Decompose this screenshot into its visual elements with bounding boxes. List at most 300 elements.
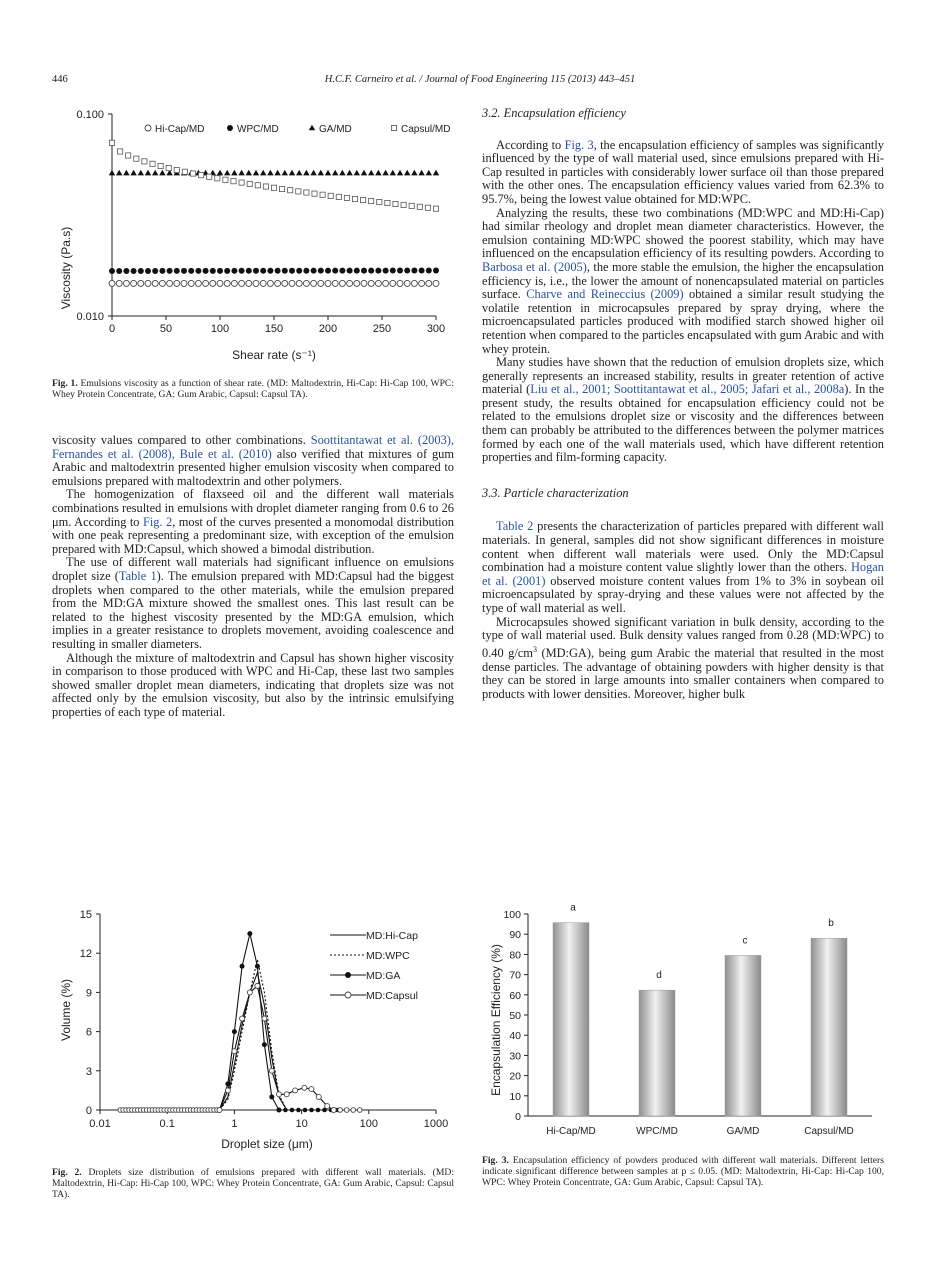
fig1-data-point-wpc-md [368,268,374,274]
fig1-data-point-ga-md [433,170,439,176]
fig3-caption [482,1155,884,1189]
citation-link[interactable]: Soottitantawat et al. (2003), Fernandes et al. (2008), Bule et al. (2010) [52,433,454,461]
fig1-data-point-ga-md [303,170,309,176]
fig1-data-point-wpc-md [339,268,345,274]
fig1-data-point-capsul-md [361,197,366,202]
fig1-data-point-hi-cap-md [397,280,403,286]
fig2-data-point [357,1108,362,1113]
section-heading-3-3: 3.3. Particle characterization [482,485,629,500]
fig1-data-point-wpc-md [419,268,425,274]
left-paragraph-2 [52,488,454,556]
fig1-data-point-wpc-md [239,268,245,274]
fig1-data-point-wpc-md [145,268,151,274]
fig2-data-point [344,1108,349,1113]
fig2-series-line-md-wpc [120,960,369,1110]
fig1-data-point-wpc-md [116,268,122,274]
fig1-data-point-ga-md [260,170,266,176]
fig1-data-point-wpc-md [253,268,259,274]
fig1-y-axis-label: Viscosity (Pa.s) [59,226,73,310]
fig1-data-point-wpc-md [109,268,115,274]
fig2-caption-text: Droplets size distribution of emulsions prepared with different wall materials. (MD: Maltodextrin, Hi-Cap: Hi-Cap 100, WPC: Whey Protein Concentrate, GA: Gum Arabic, Capsul: Capsul TA). [52,1167,454,1201]
text-run: The homogenization of flaxseed oil and the different wall materials combinations resulted in emulsions with droplet diameter ranging from 0.6 to 26 μm. According to [52,487,454,529]
fig2-y-axis-label: Volume (%) [59,978,73,1042]
fig1-data-point-capsul-md [150,161,155,166]
fig3-y-tick-label: 70 [509,969,521,982]
left-paragraph-4: Although the mixture of maltodextrin and Capsul has shown higher viscosity in comparison to those produced with WPC and Hi-Cap, these last two samples showed smaller droplet mean diameters, indicating that droplets size was not affected only by the emulsion viscosity, but also by the intrinsic emulsifying properties of each type of material. [52,650,454,719]
fig2-data-point [302,1085,307,1090]
fig1-data-point-ga-md [145,170,151,176]
fig1-legend-label: Capsul/MD [401,124,451,135]
fig1-data-point-wpc-md [390,268,396,274]
fig1-data-point-ga-md [159,170,165,176]
fig1-data-point-ga-md [123,170,129,176]
citation-link[interactable]: Barbosa et al. (2005) [482,259,587,274]
fig1-data-point-wpc-md [210,268,216,274]
fig1-data-point-capsul-md [352,196,357,201]
fig1-data-point-hi-cap-md [246,280,252,286]
fig2-data-point [276,1108,281,1113]
fig2-data-point [276,1092,281,1097]
fig1-data-point-ga-md [138,170,144,176]
fig1-data-point-capsul-md [328,193,333,198]
fig1-data-point-wpc-md [131,268,137,274]
fig3-bar-hi-cap-md [553,923,589,1116]
fig1-data-point-capsul-md [247,181,252,186]
fig1-data-point-capsul-md [134,156,139,161]
fig1-data-point-ga-md [282,170,288,176]
fig1-data-point-wpc-md [188,268,194,274]
running-head: H.C.F. Carneiro et al. / Journal of Food Engineering 115 (2013) 443–451 [324,74,636,85]
fig3-y-tick-label: 20 [509,1070,521,1083]
fig1-data-point-wpc-md [375,268,381,274]
fig1-data-point-wpc-md [303,268,309,274]
fig1-data-point-hi-cap-md [123,280,129,286]
fig1-legend-marker [145,125,151,131]
fig2-data-point [255,983,260,988]
fig1-data-point-capsul-md [433,206,438,211]
table-link[interactable]: Table 1 [118,568,157,583]
fig2-data-point [331,1108,336,1113]
figure-link[interactable]: Fig. 3 [564,137,594,152]
fig1-data-point-ga-md [418,170,424,176]
fig1-data-point-ga-md [310,170,316,176]
fig1-data-point-ga-md [332,170,338,176]
fig1-legend-marker [227,125,233,131]
section-heading-3-2: 3.2. Encapsulation efficiency [482,106,626,120]
fig1-data-point-ga-md [289,170,295,176]
fig1-data-point-ga-md [346,170,352,176]
fig2-data-point [325,1104,330,1109]
fig1-data-point-wpc-md [411,268,417,274]
fig2-caption-label: Fig. 2. [52,1167,82,1178]
fig1-data-point-hi-cap-md [354,280,360,286]
fig1-data-point-hi-cap-md [275,280,281,286]
fig1-data-point-wpc-md [361,268,367,274]
fig1-data-point-capsul-md [126,153,131,158]
fig2-x-tick-label: 0.1 [159,1118,175,1130]
fig2-data-point [247,931,252,936]
fig1-data-point-capsul-md [304,190,309,195]
fig1-data-point-capsul-md [199,173,204,178]
fig3-bar-capsul-md [811,938,847,1116]
fig1-data-point-hi-cap-md [339,280,345,286]
fig1-data-point-wpc-md [217,268,223,274]
fig1-data-point-hi-cap-md [390,280,396,286]
fig1-data-point-hi-cap-md [419,280,425,286]
text-run: ). In the present study, the results obtained for encapsulation efficiency could not be related to the emulsions droplet size or viscosity and the differences between them can probably be attributed to the differences between the polymer matrices formed by each one of the wall materials used, which have different retention properties and film-forming capacity. [482,382,884,465]
fig1-data-point-hi-cap-md [282,280,288,286]
fig1-data-point-wpc-md [246,268,252,274]
fig1-data-point-hi-cap-md [383,280,389,286]
fig3-y-tick-label: 0 [515,1111,521,1123]
fig1-data-point-hi-cap-md [174,280,180,286]
fig2-caption [52,1167,454,1201]
left-paragraph-3 [52,556,454,651]
fig2-y-tick-label: 6 [85,1026,92,1039]
fig1-data-point-ga-md [354,170,360,176]
fig1-data-point-wpc-md [260,268,266,274]
fig1-x-tick-label: 300 [426,323,446,335]
fig1-data-point-capsul-md [401,202,406,207]
fig1-data-point-wpc-md [203,268,209,274]
fig2-y-tick-label: 3 [85,1065,92,1078]
fig1-data-point-capsul-md [393,201,398,206]
fig1-data-point-hi-cap-md [145,280,151,286]
fig1-data-point-hi-cap-md [231,280,237,286]
fig3-y-tick-label: 50 [509,1010,521,1022]
fig1-data-point-hi-cap-md [296,280,302,286]
fig1-data-point-wpc-md [123,268,129,274]
fig1-data-point-ga-md [426,170,432,176]
left-column-text [52,434,454,719]
fig1-data-point-ga-md [361,170,367,176]
fig1-data-point-hi-cap-md [109,280,115,286]
fig1-data-point-ga-md [130,170,136,176]
fig1-data-point-hi-cap-md [433,280,439,286]
fig3-y-tick-label: 60 [509,989,521,1002]
fig2-data-point [262,1042,267,1047]
table-link[interactable]: Table 2 [496,519,534,534]
fig1-data-point-hi-cap-md [289,280,295,286]
fig1-data-point-hi-cap-md [203,280,209,286]
fig1-data-point-wpc-md [332,268,338,274]
fig2-data-point [225,1088,230,1093]
fig1-data-point-hi-cap-md [318,280,324,286]
fig1-data-point-wpc-md [195,268,201,274]
fig3-x-tick-label: Hi-Cap/MD [546,1126,596,1137]
fig1-data-point-capsul-md [255,183,260,188]
fig1-data-point-wpc-md [152,268,158,274]
fig1-legend-marker [309,125,315,131]
fig2-chart [52,900,462,1160]
fig3-bar-ga-md [725,955,761,1116]
fig1-data-point-wpc-md [181,268,187,274]
fig2-x-tick-label: 100 [359,1118,378,1130]
fig1-data-point-hi-cap-md [426,280,432,286]
fig1-data-point-ga-md [267,170,273,176]
fig2-legend-marker [345,972,351,978]
fig1-data-point-hi-cap-md [267,280,273,286]
fig1-data-point-hi-cap-md [152,280,158,286]
fig1-data-point-hi-cap-md [195,280,201,286]
fig2-data-point [232,1049,237,1054]
fig1-data-point-ga-md [375,170,381,176]
right-paragraph-5 [482,616,884,702]
fig1-data-point-ga-md [152,170,158,176]
fig2-data-point [296,1108,301,1113]
fig1-data-point-hi-cap-md [159,280,165,286]
fig3-x-tick-label: WPC/MD [636,1126,678,1137]
fig1-data-point-capsul-md [344,195,349,200]
fig3-significance-letter: d [656,970,662,982]
fig1-data-point-capsul-md [166,165,171,170]
fig1-data-point-ga-md [246,170,252,176]
fig2-data-point [247,990,252,995]
fig1-data-point-wpc-md [159,268,165,274]
fig1-x-tick-label: 0 [108,323,116,335]
fig2-x-tick-label: 1000 [423,1118,449,1130]
fig1-data-point-wpc-md [325,268,331,274]
right-column-text [482,107,884,701]
fig2-y-tick-label: 9 [85,987,92,1000]
fig2-data-point [316,1094,321,1099]
fig1-data-point-capsul-md [336,194,341,199]
fig1-data-point-capsul-md [158,163,163,168]
right-paragraph-2 [482,207,884,357]
fig2-data-point [303,1108,308,1113]
fig1-data-point-hi-cap-md [325,280,331,286]
text-run: , the more stable the emulsion, the higher the encapsulation efficiency is, i.e., the lower the amount of nonencapsulated material on particles surface. [482,259,884,302]
fig1-data-point-capsul-md [207,174,212,179]
fig2-legend-label: MD:WPC [366,950,410,962]
fig1-x-tick-label: 100 [210,323,230,335]
text-run: The use of different wall materials had significant influence on emulsions droplet size ( [52,555,454,583]
fig1-data-point-hi-cap-md [361,280,367,286]
fig1-legend-marker [391,125,396,130]
fig1-data-point-capsul-md [223,177,228,182]
fig3-y-tick-label: 90 [509,929,521,942]
fig2-data-point [240,964,245,969]
fig1-data-point-wpc-md [224,268,230,274]
fig1-data-point-capsul-md [239,180,244,185]
fig2-data-point [290,1108,295,1113]
fig1-x-tick-label: 150 [264,323,284,335]
fig1-data-point-hi-cap-md [260,280,266,286]
fig1-y-tick-label: 0.010 [76,311,104,323]
fig1-data-point-hi-cap-md [404,280,410,286]
fig2-data-point [338,1108,343,1113]
fig1-data-point-capsul-md [385,200,390,205]
fig1-x-tick-label: 200 [318,323,338,335]
fig2-data-point [316,1108,321,1113]
fig1-data-point-hi-cap-md [131,280,137,286]
fig1-x-tick-label: 50 [159,323,173,335]
fig2-series-line-md-ga [120,934,279,1110]
fig1-data-point-wpc-md [289,268,295,274]
fig2-legend-label: MD:Hi-Cap [366,930,418,942]
fig3-significance-letter: c [742,935,748,947]
fig1-data-point-capsul-md [182,169,187,174]
fig1-x-axis-label: Shear rate (s⁻¹) [232,348,316,362]
fig1-x-tick-label: 250 [372,323,392,335]
right-paragraph-3 [482,356,884,465]
fig2-legend-label: MD:Capsul [366,990,418,1002]
fig1-data-point-ga-md [109,170,115,176]
fig1-data-point-wpc-md [167,268,173,274]
fig2-data-point [284,1092,289,1097]
fig1-data-point-ga-md [339,170,345,176]
fig2-data-point [283,1108,288,1113]
text-run: viscosity values compared to other combinations. [52,433,311,447]
citation-link[interactable]: Charve and Reineccius (2009) [526,287,684,302]
fig1-legend-label: GA/MD [319,124,352,135]
citation-link[interactable]: Hogan et al. (2001) [482,560,884,588]
text-run: also verified that mixtures of gum Arabic and maltodextrin presented higher emulsion viscosity when compared to emulsions prepared with maltodextrin and other polymers. [52,446,454,488]
fig2-y-tick-label: 12 [79,948,92,961]
fig1-data-point-capsul-md [288,188,293,193]
text-run: observed moisture content values from 1% to 3% in soybean oil microencapsulated by spray-drying and these values were not affected by the type of wall material as well. [482,573,884,615]
citation-link[interactable]: Liu et al., 2001; Soottitantawat et al., 2005; Jafari et al., 2008a [530,382,845,397]
fig3-chart [482,900,892,1150]
fig1-data-point-wpc-md [318,268,324,274]
fig1-data-point-hi-cap-md [239,280,245,286]
fig1-data-point-ga-md [390,170,396,176]
fig2-legend-marker [345,992,351,998]
fig2-data-point [232,1029,237,1034]
fig3-significance-letter: a [570,902,576,914]
text-run: presents the characterization of particles prepared with different wall materials. In general, samples did not show significant differences in moisture content when different wall materials were used. Only the MD:Capsul combination had a moisture content value slightly lower than the others. [482,519,884,575]
fig1-data-point-capsul-md [377,199,382,204]
fig1-data-point-capsul-md [280,186,285,191]
fig1-data-point-ga-md [397,170,403,176]
fig2-data-point [309,1108,314,1113]
fig2-data-point [240,1016,245,1021]
fig2-x-tick-label: 1 [231,1118,238,1130]
fig2-data-point [262,1016,267,1021]
fig1-data-point-ga-md [231,170,237,176]
fig1-data-point-ga-md [238,170,244,176]
fig2-x-tick-label: 10 [295,1118,308,1130]
text-run: Analyzing the results, these two combinations (MD:WPC and MD:Hi-Cap) had similar rheology and droplet mean diameter characteristics. However, the emulsion containing MD:WPC showed the poorest stability, which may have influenced on the encapsulation efficiency of its resulting powders. According to [482,205,884,261]
text-run: (MD:GA), being gum Arabic the material that resulted in the most dense particles. The advantage of obtaining powders with higher density is that they can be stored in large amounts into smaller containers when compared to products with lower densities. Moreover, higher bulk [482,645,884,701]
fig1-data-point-ga-md [274,170,280,176]
text-run: , most of the curves presented a monomodal distribution with one peak representing a predominant size, with exception of the emulsion prepared with MD:Capsul, which showed a bimodal distribution. [52,514,454,556]
fig1-data-point-hi-cap-md [347,280,353,286]
fig1-data-point-wpc-md [404,268,410,274]
fig1-data-point-capsul-md [312,191,317,196]
fig1-data-point-wpc-md [267,268,273,274]
fig1-data-point-capsul-md [425,205,430,210]
fig1-data-point-capsul-md [118,149,123,154]
fig2-data-point [269,1094,274,1099]
fig1-data-point-capsul-md [142,159,147,164]
fig3-x-tick-label: Capsul/MD [804,1126,854,1137]
figure-link[interactable]: Fig. 2 [142,514,173,529]
fig3-y-tick-label: 80 [509,949,521,962]
fig1-caption-label: Fig. 1. [52,378,78,389]
fig1-caption [52,378,454,400]
fig1-caption-text: Emulsions viscosity as a function of shear rate. (MD: Maltodextrin, Hi-Cap: Hi-Cap 100, WPC: Whey Protein Concentrate, GA: Gum Arabic, Capsul: Capsul TA). [52,378,454,401]
text-run: obtained a similar result studying the volatile retention in microcapsules prepared by spray drying, where the microencapsulated particles produced with modified starch showed higher oil retention when compared to the particles encapsulated with gum Arabic and with whey protein. [482,287,885,356]
fig1-data-point-ga-md [116,170,122,176]
fig1-data-point-wpc-md [275,268,281,274]
fig3-bar-wpc-md [639,990,675,1116]
fig1-data-point-capsul-md [320,192,325,197]
fig1-data-point-hi-cap-md [332,280,338,286]
fig1-data-point-ga-md [404,170,410,176]
text-run: , the encapsulation efficiency of samples was significantly influenced by the type of wall material used, since emulsions prepared with Hi-Cap resulted in particles with considerably lower surface oil than those prepared with the other ones. The encapsulation efficiency values varied from 62.3% to 95.7%, being the lowest value obtained for MD:WPC. [482,137,884,206]
fig1-data-point-wpc-md [433,267,439,273]
fig1-data-point-capsul-md [409,203,414,208]
fig1-data-point-ga-md [296,170,302,176]
fig2-x-axis-label: Droplet size (μm) [221,1137,313,1151]
fig1-data-point-wpc-md [347,268,353,274]
superscript: 3 [532,644,537,654]
fig1-data-point-hi-cap-md [224,280,230,286]
fig1-data-point-ga-md [368,170,374,176]
fig2-x-tick-label: 0.01 [89,1118,111,1130]
fig1-data-point-capsul-md [417,204,422,209]
fig2-data-point [255,964,260,969]
fig2-legend-label: MD:GA [366,970,401,982]
fig1-data-point-wpc-md [296,268,302,274]
fig1-data-point-capsul-md [271,185,276,190]
fig1-data-point-capsul-md [174,167,179,172]
fig2-data-point [293,1088,298,1093]
fig2-series-line-md-hi-cap [120,973,287,1110]
fig1-data-point-ga-md [217,170,223,176]
fig1-data-point-capsul-md [109,140,114,145]
fig1-data-point-hi-cap-md [167,280,173,286]
right-paragraph-4 [482,520,884,615]
right-paragraph-1 [482,139,884,207]
fig1-data-point-capsul-md [369,198,374,203]
text-run: Many studies have shown that the reduction of emulsion droplets size, which generally represents an increased stability, results in greater retention of active material ( [482,355,884,397]
fig3-x-tick-label: GA/MD [726,1126,760,1137]
fig1-data-point-ga-md [318,170,324,176]
text-run: ). The emulsion prepared with MD:Capsul had the biggest droplets when compared to the other materials, while the emulsion prepared from the MD:GA mixture showed the smallest ones. This last result can be related to the highest viscosity presented by the MD:GA emulsion, which implies in a greater resistance to droplets movement, avoiding coalescence and resulting in smaller diameters. [52,568,454,651]
page-number: 446 [52,74,68,85]
fig1-data-point-hi-cap-md [217,280,223,286]
fig3-y-tick-label: 30 [509,1050,521,1063]
fig1-data-point-wpc-md [397,268,403,274]
fig1-data-point-wpc-md [138,268,144,274]
fig1-data-point-ga-md [224,170,230,176]
fig1-data-point-hi-cap-md [181,280,187,286]
fig1-data-point-capsul-md [190,171,195,176]
fig2-y-tick-label: 15 [79,909,92,921]
fig1-legend-label: Hi-Cap/MD [155,124,205,135]
fig1-data-point-capsul-md [231,179,236,184]
fig2-data-point [217,1108,222,1113]
fig1-data-point-capsul-md [296,189,301,194]
fig3-y-axis-label: Encapsulation Efficiency (%) [489,944,503,1096]
fig2-data-point [309,1087,314,1092]
fig1-data-point-wpc-md [354,268,360,274]
fig1-data-point-wpc-md [282,268,288,274]
fig1-data-point-wpc-md [231,268,237,274]
fig1-data-point-hi-cap-md [210,280,216,286]
fig1-data-point-wpc-md [426,267,432,273]
fig1-data-point-capsul-md [263,184,268,189]
left-paragraph-1 [52,434,454,488]
fig1-data-point-hi-cap-md [188,280,194,286]
fig2-data-point [269,1068,274,1073]
fig3-caption-label: Fig. 3. [482,1155,509,1166]
fig1-data-point-hi-cap-md [375,280,381,286]
fig1-data-point-wpc-md [311,268,317,274]
fig1-data-point-wpc-md [174,268,180,274]
